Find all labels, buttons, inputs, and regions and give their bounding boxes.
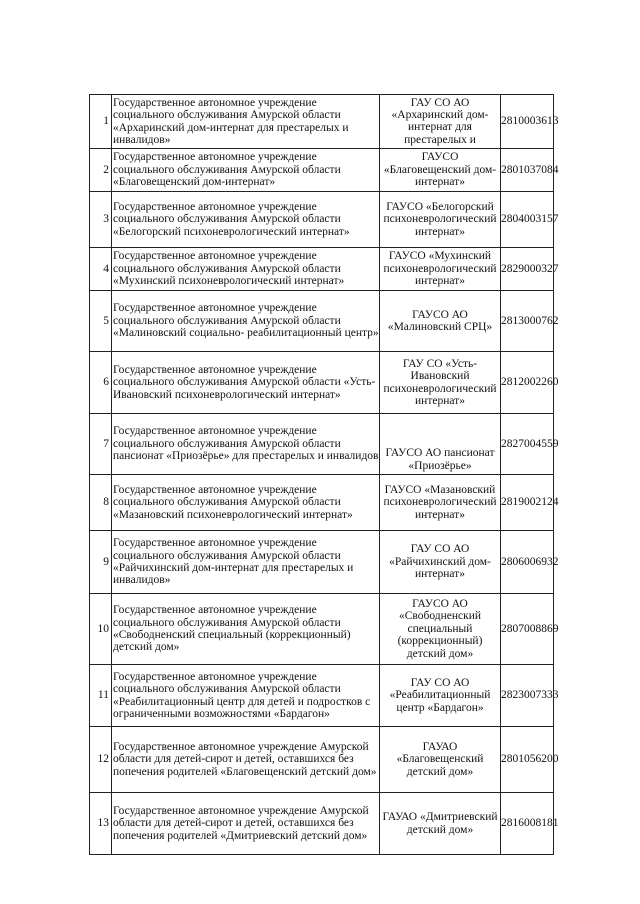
short-name-cell: ГАУСО «Мухинский психоневрологический интернат» [380, 248, 501, 291]
table-row [90, 793, 554, 855]
full-name-cell: Государственное автономное учреждение социального обслуживания Амурской области «Райчихинский дом-интернат для престарелых и инвалидов» [112, 531, 380, 594]
short-name-cell: ГАУ СО АО «Реабилитационный центр «Бардагон» [380, 665, 501, 727]
institutions-table [89, 94, 559, 855]
full-name-cell: Государственное автономное учреждение социального обслуживания Амурской области «Мухинский психоневрологический интернат» [112, 248, 380, 291]
inn-cell: 2829000327 [501, 248, 554, 291]
short-name-cell: ГАУСО «Белогорский психоневрологический интернат» [380, 192, 501, 248]
row-number: 7 [90, 414, 112, 475]
table-row [90, 414, 554, 475]
full-name-cell: Государственное автономное учреждение социального обслуживания Амурской области «Малиновский социально- реабилитационный центр» [112, 291, 380, 352]
row-number: 9 [90, 531, 112, 594]
full-name-cell: Государственное автономное учреждение социального обслуживания Амурской области пансионат «Приозёрье» для престарелых и инвалидов [112, 414, 380, 475]
short-name-text: ГАУ СО АО «Архаринский дом-интернат для престарелых и [391, 96, 489, 146]
inn-cell: 2827004559 [501, 414, 554, 475]
table-row [90, 248, 554, 291]
row-number: 11 [90, 665, 112, 727]
short-name-cell: ГАУ СО АО «Райчихинский дом-интернат» [380, 531, 501, 594]
short-name-cell: ГАУАО «Благовещенский детский дом» [380, 727, 501, 793]
short-name-cell: ГАУСО «Благовещенский дом-интернат» [380, 149, 501, 192]
short-name-cell: ГАУСО АО пансионат «Приозёрье» [380, 414, 501, 475]
inn-cell: 2819002124 [501, 475, 554, 531]
row-number: 4 [90, 248, 112, 291]
inn-cell: 2810003613 [501, 95, 554, 149]
table-row [90, 192, 554, 248]
short-name-cell: ГАУСО АО «Свободненский специальный (коррекционный) детский дом» [380, 594, 501, 665]
row-number: 6 [90, 352, 112, 414]
full-name-cell: Государственное автономное учреждение социального обслуживания Амурской области «Усть-Ивановский психоневрологический интернат» [112, 352, 380, 414]
full-name-cell: Государственное автономное учреждение социального обслуживания Амурской области «Свободненский специальный (коррекционный) детский дом» [112, 594, 380, 665]
inn-cell: 2801056200 [501, 727, 554, 793]
row-number: 3 [90, 192, 112, 248]
row-number: 13 [90, 793, 112, 855]
row-number: 2 [90, 149, 112, 192]
row-number: 12 [90, 727, 112, 793]
short-name-cell [380, 95, 501, 149]
table-row [90, 665, 554, 727]
inn-cell: 2807008869 [501, 594, 554, 665]
inn-cell: 2813000762 [501, 291, 554, 352]
inn-cell: 2801037084 [501, 149, 554, 192]
short-name-cell: ГАУСО «Мазановский психоневрологический интернат» [380, 475, 501, 531]
table-row [90, 95, 554, 149]
full-name-cell: Государственное автономное учреждение Амурской области для детей-сирот и детей, оставшихся без попечения родителей «Благовещенский детский дом» [112, 727, 380, 793]
row-number: 8 [90, 475, 112, 531]
inn-cell: 2823007333 [501, 665, 554, 727]
inn-cell: 2806006932 [501, 531, 554, 594]
short-name-cell: ГАУАО «Дмитриевский детский дом» [380, 793, 501, 855]
full-name-cell: Государственное автономное учреждение социального обслуживания Амурской области «Реабилитационный центр для детей и подростков с ограниченными возможностями «Бардагон» [112, 665, 380, 727]
full-name-cell: Государственное автономное учреждение социального обслуживания Амурской области «Архаринский дом-интернат для престарелых и инвалидов» [112, 95, 380, 149]
inn-cell: 2812002260 [501, 352, 554, 414]
inn-cell: 2816008181 [501, 793, 554, 855]
inn-cell: 2804003157 [501, 192, 554, 248]
full-name-cell: Государственное автономное учреждение социального обслуживания Амурской области «Мазановский психоневрологический интернат» [112, 475, 380, 531]
full-name-cell: Государственное автономное учреждение Амурской области для детей-сирот и детей, оставшихся без попечения родителей «Дмитриевский детский дом» [112, 793, 380, 855]
table-row [90, 352, 554, 414]
short-name-cell: ГАУСО АО «Малиновский СРЦ» [380, 291, 501, 352]
row-number: 1 [90, 95, 112, 149]
full-name-cell: Государственное автономное учреждение социального обслуживания Амурской области «Благовещенский дом-интернат» [112, 149, 380, 192]
full-name-cell: Государственное автономное учреждение социального обслуживания Амурской области «Белогорский психоневрологический интернат» [112, 192, 380, 248]
table-row [90, 149, 554, 192]
row-number: 5 [90, 291, 112, 352]
table-row [90, 727, 554, 793]
table-row [90, 594, 554, 665]
table-row [90, 291, 554, 352]
row-number: 10 [90, 594, 112, 665]
table-row [90, 531, 554, 594]
short-name-cell: ГАУ СО «Усть-Ивановский психоневрологический интернат» [380, 352, 501, 414]
table-row [90, 475, 554, 531]
